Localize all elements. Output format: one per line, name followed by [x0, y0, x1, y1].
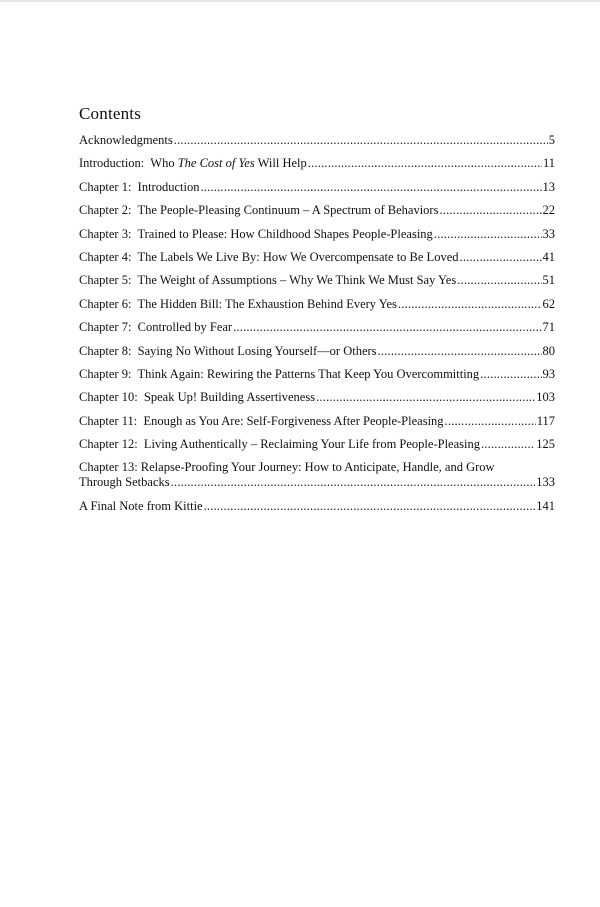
toc-page-number: 103 — [536, 390, 555, 405]
toc-page-number: 71 — [542, 320, 555, 335]
toc-label: Chapter 10: Speak Up! Building Assertiveness — [79, 390, 316, 405]
dot-leader — [481, 437, 535, 452]
toc-entry-introduction-who[interactable] — [79, 156, 555, 171]
toc-page-number: 80 — [542, 343, 555, 358]
toc-label: A Final Note from Kittie — [79, 498, 203, 513]
toc-list — [79, 133, 555, 514]
toc-page-number: 117 — [536, 413, 555, 428]
toc-label: Chapter 4: The Labels We Live By: How We Overcompensate to Be Loved — [79, 249, 459, 264]
toc-entry-chapter-3[interactable] — [79, 227, 555, 242]
dot-leader — [445, 414, 536, 429]
dot-leader — [233, 320, 541, 335]
toc-page-number: 141 — [536, 498, 555, 513]
dot-leader — [171, 475, 536, 490]
toc-entry-chapter-1[interactable] — [79, 180, 555, 195]
dot-leader — [316, 390, 535, 405]
toc-page-number: 51 — [542, 273, 555, 288]
contents-page — [79, 104, 555, 522]
toc-label: Chapter 1: Introduction — [79, 179, 200, 194]
toc-label-line-2: Through Setbacks — [79, 475, 170, 490]
toc-entry-chapter-9[interactable] — [79, 367, 555, 382]
toc-page-number: 22 — [542, 203, 555, 218]
toc-entry-final-note[interactable] — [79, 499, 555, 514]
toc-entry-chapter-13[interactable] — [79, 460, 555, 490]
toc-label: Acknowledgments — [79, 133, 173, 147]
toc-entry-chapter-12[interactable] — [79, 437, 555, 452]
toc-entry-chapter-10[interactable] — [79, 390, 555, 405]
toc-page-number: 133 — [536, 475, 555, 490]
dot-leader — [200, 180, 541, 195]
toc-entry-chapter-6[interactable] — [79, 297, 555, 312]
toc-entry-chapter-2[interactable] — [79, 203, 555, 218]
toc-label: Chapter 6: The Hidden Bill: The Exhaustion Behind Every Yes — [79, 296, 397, 311]
toc-entry-chapter-5[interactable] — [79, 273, 555, 288]
dot-leader — [434, 227, 542, 242]
toc-page-number: 93 — [542, 366, 555, 381]
toc-label-line-1: Chapter 13: Relapse-Proofing Your Journey: How to Anticipate, Handle, and Grow — [79, 460, 495, 475]
toc-label: Chapter 7: Controlled by Fear — [79, 320, 233, 335]
dot-leader — [378, 344, 542, 359]
toc-page-number: 11 — [542, 156, 555, 171]
toc-entry-chapter-7[interactable] — [79, 320, 555, 335]
contents-heading: Contents — [79, 104, 142, 123]
toc-entry-acknowledgments[interactable] — [79, 133, 555, 148]
toc-label: Chapter 12: Living Authentically – Reclaiming Your Life from People-Pleasing — [79, 437, 480, 452]
toc-label: Chapter 3: Trained to Please: How Childhood Shapes People-Pleasing — [79, 226, 433, 241]
toc-label: Introduction: Who The Cost of Yes Will Help — [79, 156, 307, 171]
toc-label: Chapter 9: Think Again: Rewiring the Patterns That Keep You Overcommitting — [79, 366, 480, 381]
top-border — [0, 0, 600, 2]
toc-page-number: 13 — [542, 179, 555, 194]
toc-page-number: 5 — [548, 133, 555, 147]
toc-page-number: 41 — [542, 249, 555, 264]
toc-entry-chapter-8[interactable] — [79, 344, 555, 359]
toc-page-number: 33 — [542, 226, 555, 241]
dot-leader — [480, 367, 541, 382]
toc-entry-chapter-4[interactable] — [79, 250, 555, 265]
book-title: The Cost of Yes — [177, 156, 255, 171]
dot-leader — [174, 133, 548, 148]
toc-label: Chapter 11: Enough as You Are: Self-Forgiveness After People-Pleasing — [79, 413, 444, 428]
toc-label: Chapter 8: Saying No Without Losing Yourself—or Others — [79, 343, 377, 358]
toc-entry-chapter-11[interactable] — [79, 414, 555, 429]
toc-page-number: 125 — [536, 437, 555, 452]
dot-leader — [398, 297, 542, 312]
toc-page-number: 62 — [542, 296, 555, 311]
dot-leader — [204, 499, 536, 514]
dot-leader — [457, 273, 541, 288]
toc-label: Chapter 5: The Weight of Assumptions – Why We Think We Must Say Yes — [79, 273, 457, 288]
toc-label: Chapter 2: The People-Pleasing Continuum – A Spectrum of Behaviors — [79, 203, 439, 218]
dot-leader — [460, 250, 542, 265]
dot-leader — [308, 156, 542, 171]
dot-leader — [439, 203, 541, 218]
